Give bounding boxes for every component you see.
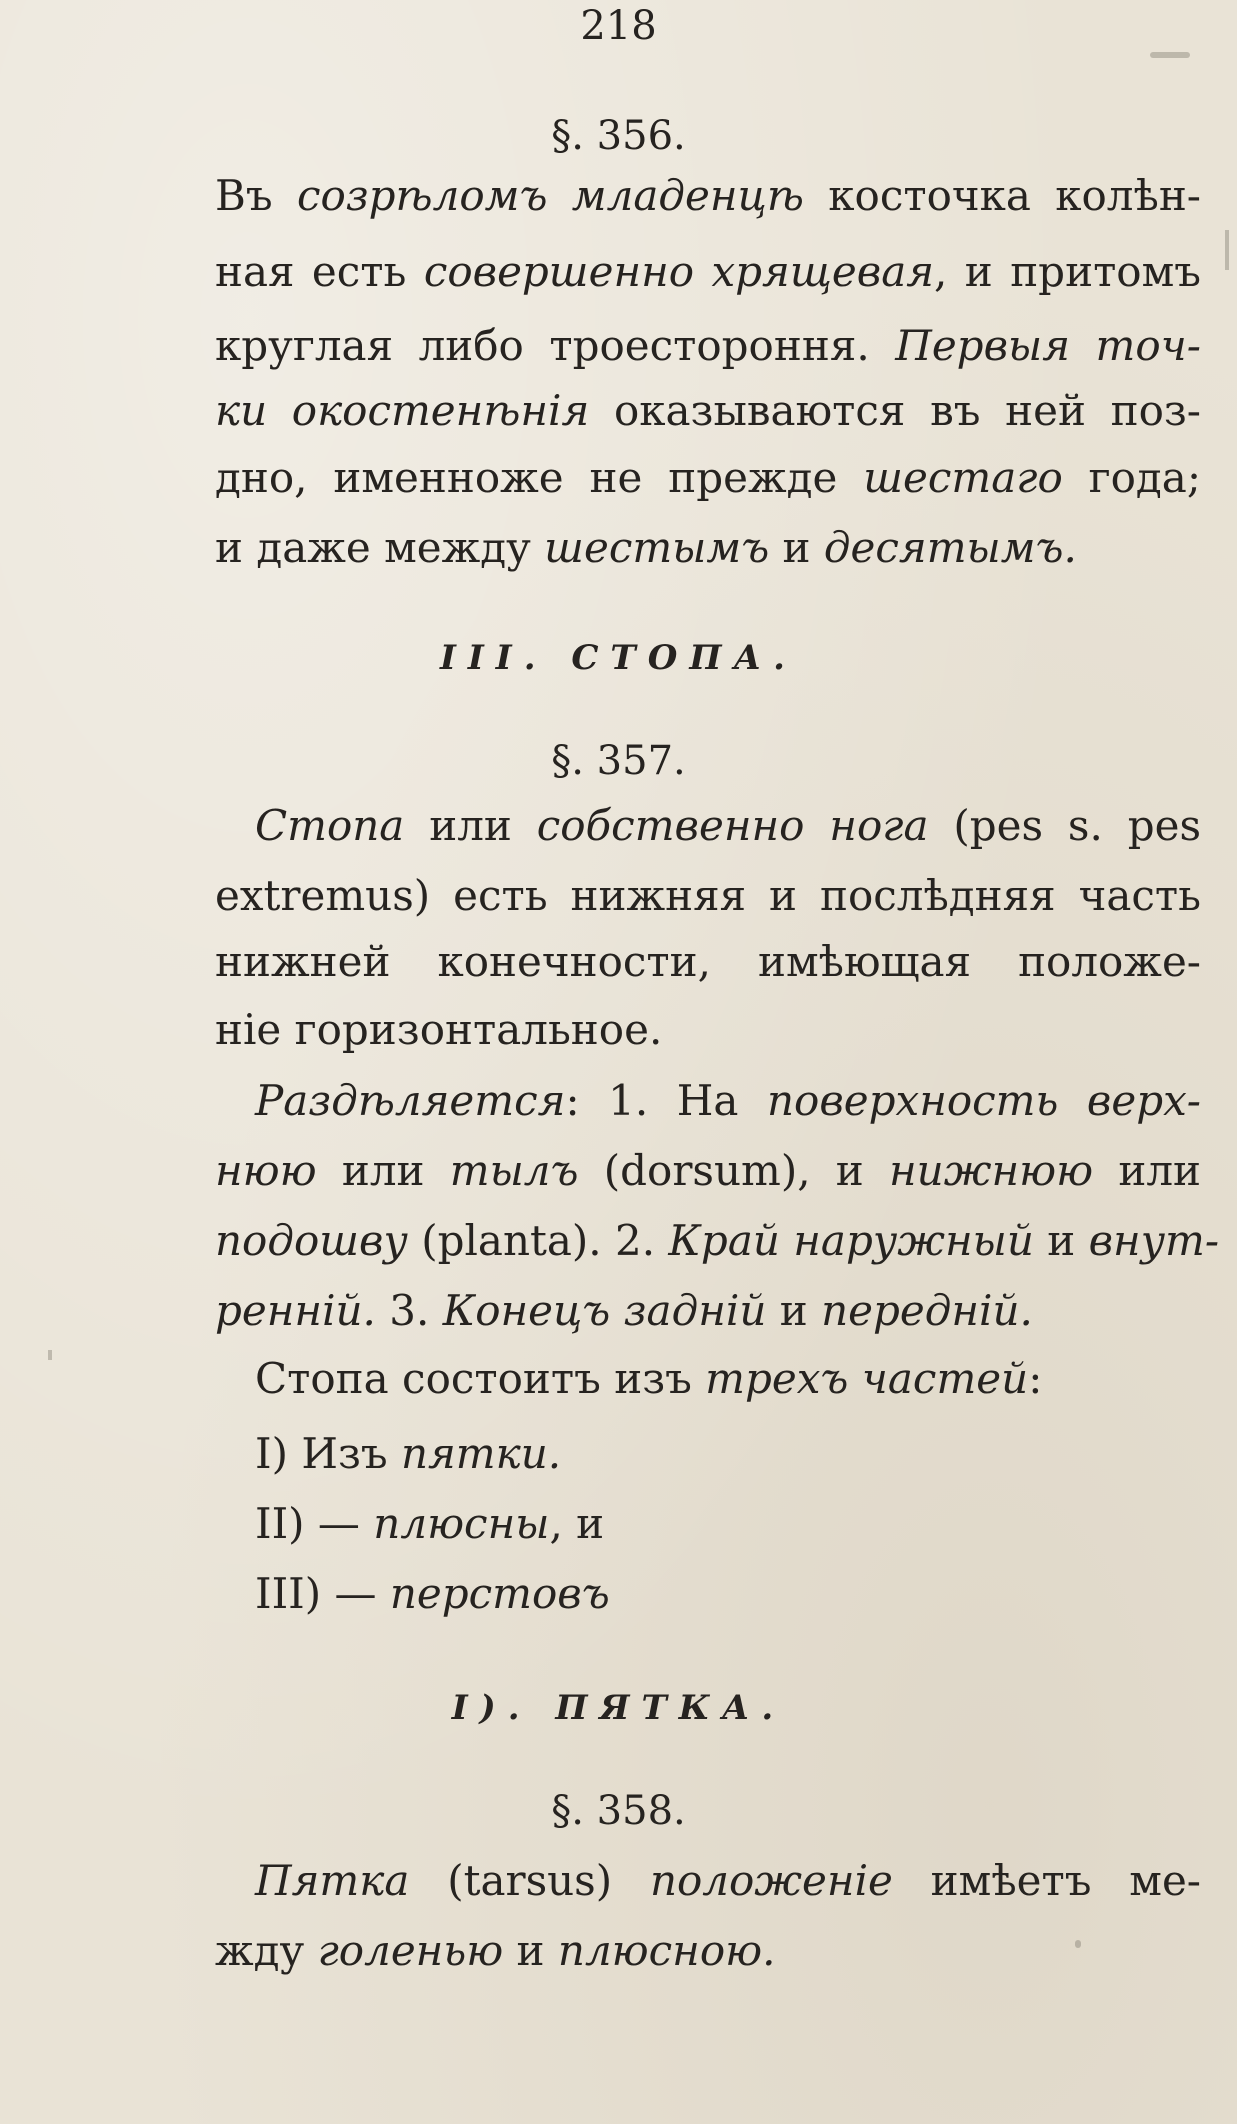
italic-run: Раздѣляется xyxy=(255,1076,566,1125)
italic-run: нижнюю xyxy=(889,1146,1094,1195)
italic-run: голенью xyxy=(317,1926,504,1975)
text-run: и xyxy=(503,1926,558,1975)
text-line xyxy=(215,385,1201,437)
text-run: дно, именноже не прежде xyxy=(215,453,864,502)
italic-run: Край наружный xyxy=(668,1216,1034,1265)
italic-run: шестымъ xyxy=(544,523,770,572)
paper-speck xyxy=(1225,230,1229,270)
page-number: 218 xyxy=(580,3,657,49)
text-run: ніе горизонтальное. xyxy=(215,1005,663,1054)
paper-speck xyxy=(48,1350,52,1360)
text-run: нижней конечности, имѣющая положе- xyxy=(215,937,1201,986)
text-run: круглая либо троестороння. xyxy=(215,321,896,370)
text-run: , и притомъ xyxy=(934,247,1201,296)
italic-run: перстовъ xyxy=(389,1569,610,1618)
chapter-heading-heel: I). ПЯТКА. xyxy=(451,1688,786,1728)
section-number-358: §. 358. xyxy=(551,1788,686,1834)
text-run: (pes s. pes xyxy=(928,801,1201,850)
text-run: и xyxy=(766,1286,822,1335)
text-run: года; xyxy=(1062,453,1201,502)
chapter-heading-foot: III. СТОПА. xyxy=(439,638,798,678)
text-run: (dorsum), и xyxy=(578,1146,890,1195)
text-run: (planta). 2. xyxy=(407,1216,669,1265)
text-line xyxy=(215,1004,662,1056)
text-run: I) Изъ xyxy=(255,1429,401,1478)
text-run: extremus) есть нижняя и послѣдняя часть xyxy=(215,871,1201,920)
text-run: имѣетъ ме- xyxy=(892,1856,1201,1905)
paper-speck xyxy=(1075,1940,1081,1948)
italic-run: ки окостенѣнія xyxy=(215,386,590,435)
text-run: или xyxy=(404,801,537,850)
paper-speck xyxy=(1150,52,1190,58)
text-line xyxy=(215,1215,1220,1267)
italic-run: плюсны xyxy=(373,1499,550,1548)
text-line xyxy=(215,936,1201,988)
italic-run: трехъ частей xyxy=(705,1354,1029,1403)
text-run: : xyxy=(1028,1354,1043,1403)
list-item xyxy=(255,1428,561,1480)
text-run: : 1. На xyxy=(565,1076,767,1125)
section-number-357: §. 357. xyxy=(551,738,686,784)
text-run: или xyxy=(1093,1146,1201,1195)
italic-run: шестаго xyxy=(863,453,1063,502)
italic-run: Конецъ задній xyxy=(442,1286,767,1335)
text-line xyxy=(255,800,1201,852)
italic-run: Пятка xyxy=(255,1856,410,1905)
text-run: жду xyxy=(215,1926,318,1975)
italic-run: собственно нога xyxy=(536,801,929,850)
italic-run: поверхность верх- xyxy=(767,1076,1201,1125)
italic-run: совершенно хрящевая xyxy=(423,247,935,296)
italic-run: внут- xyxy=(1088,1216,1220,1265)
italic-run: десятымъ. xyxy=(823,523,1077,572)
italic-run: Первыя точ- xyxy=(895,321,1201,370)
italic-run: передній. xyxy=(821,1286,1033,1335)
italic-run: нюю xyxy=(215,1146,317,1195)
italic-run: созрѣломъ младенцѣ xyxy=(296,171,804,220)
text-run: и xyxy=(1033,1216,1089,1265)
text-run: , и xyxy=(549,1499,605,1548)
section-number-356: §. 356. xyxy=(551,113,686,159)
text-run: ная есть xyxy=(215,247,424,296)
text-run: Въ xyxy=(215,171,297,220)
italic-run: подошву xyxy=(215,1216,408,1265)
text-run: 3. xyxy=(375,1286,443,1335)
list-item xyxy=(255,1498,604,1550)
text-line xyxy=(215,522,1077,574)
text-line xyxy=(255,1855,1201,1907)
text-run: или xyxy=(316,1146,450,1195)
text-run: оказываются въ ней поз- xyxy=(589,386,1202,435)
italic-run: ренній. xyxy=(215,1286,376,1335)
italic-run: плюсною. xyxy=(557,1926,776,1975)
italic-run: Стопа xyxy=(255,801,405,850)
text-run: III) — xyxy=(255,1569,390,1618)
text-run: и xyxy=(769,523,824,572)
text-line xyxy=(215,452,1201,504)
text-run: косточка колѣн- xyxy=(803,171,1201,220)
text-line xyxy=(215,320,1201,372)
italic-run: пятки. xyxy=(400,1429,562,1478)
text-run: (tarsus) xyxy=(409,1856,650,1905)
text-line xyxy=(215,246,1201,298)
text-line xyxy=(255,1075,1201,1127)
text-line xyxy=(215,1285,1033,1337)
text-run: Стопа состоитъ изъ xyxy=(255,1354,706,1403)
text-line xyxy=(215,870,1201,922)
italic-run: тылъ xyxy=(449,1146,579,1195)
italic-run: положеніе xyxy=(649,1856,893,1905)
text-line xyxy=(255,1353,1042,1405)
text-run: II) — xyxy=(255,1499,374,1548)
text-line xyxy=(215,170,1201,222)
list-item xyxy=(255,1568,610,1620)
text-line xyxy=(215,1925,775,1977)
text-run: и даже между xyxy=(215,523,545,572)
text-line xyxy=(215,1145,1201,1197)
